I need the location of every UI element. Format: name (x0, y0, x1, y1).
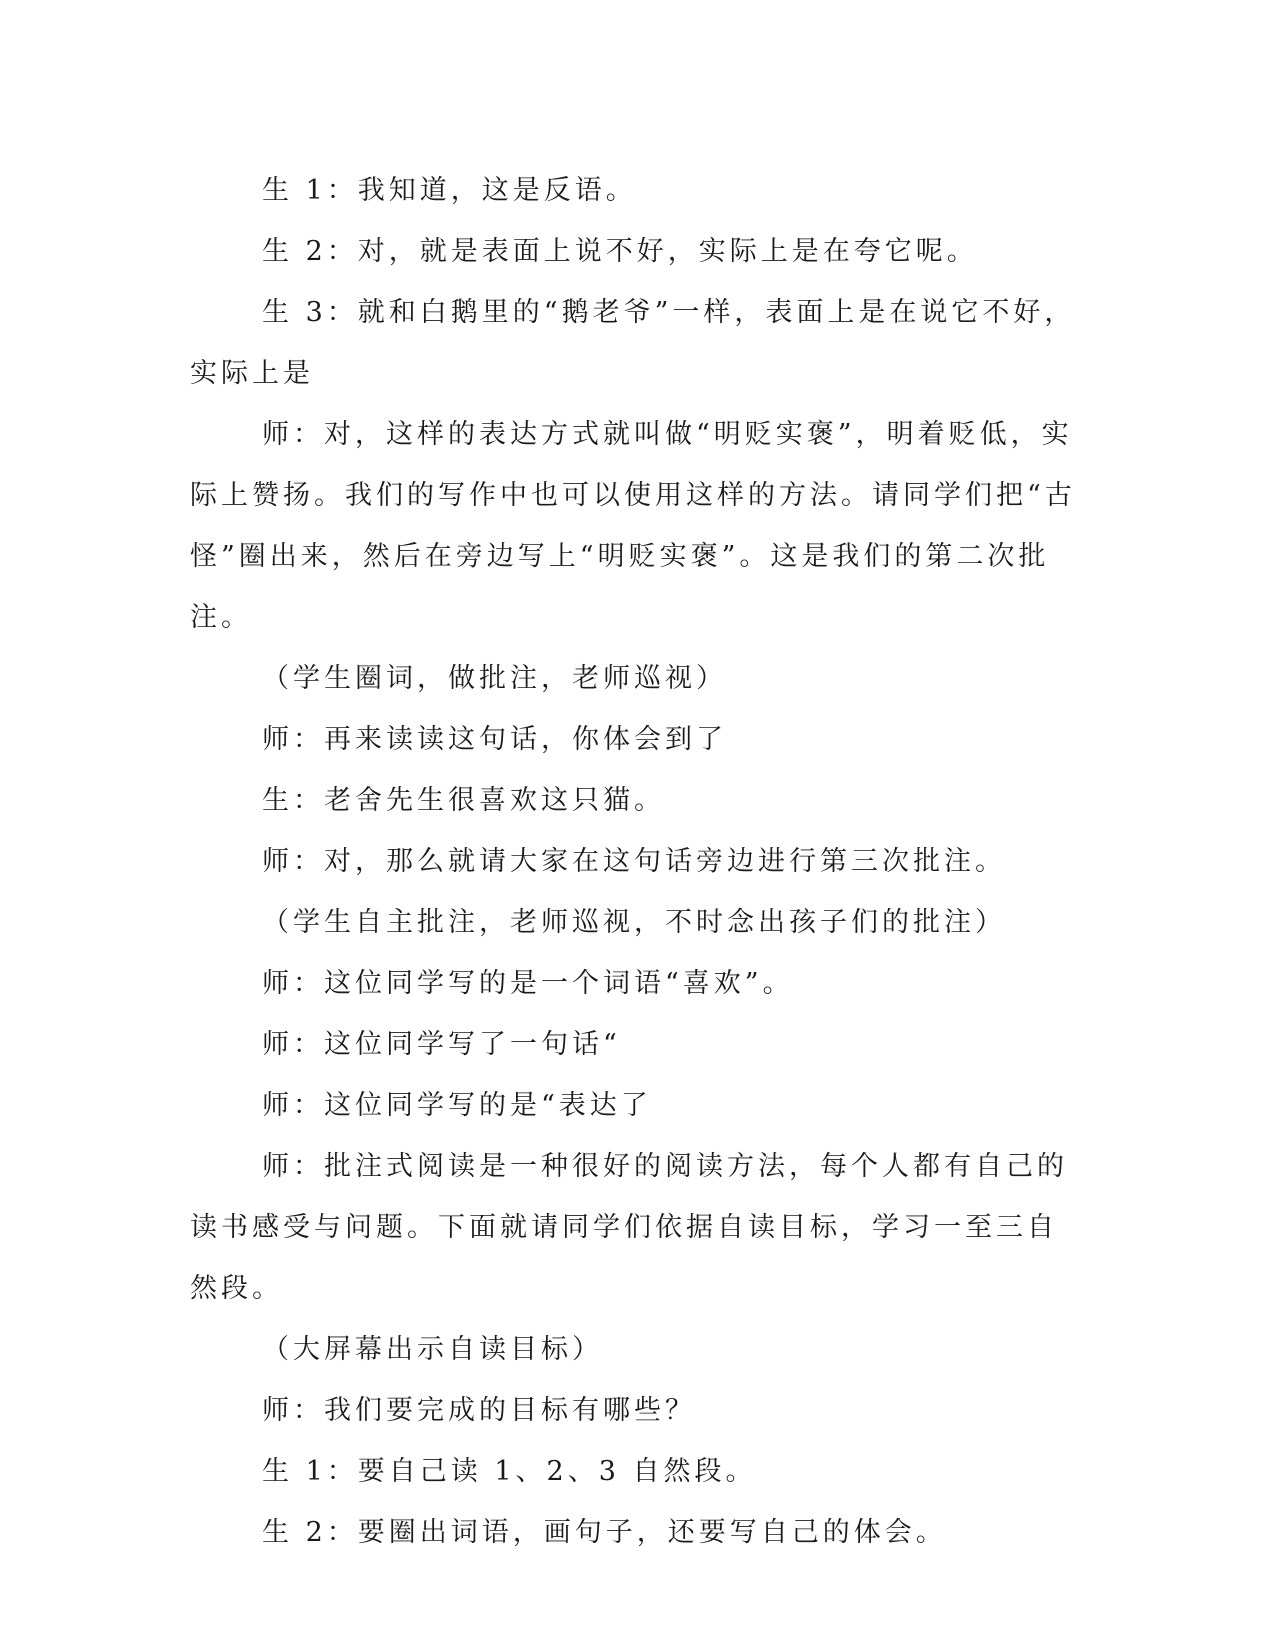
paragraph: 师：对，这样的表达方式就叫做“明贬实褒”，明着贬低，实际上赞扬。我们的写作中也可以使用这样的方法。请同学们把“古怪”圈出来，然后在旁边写上“明贬实褒”。这是我们的第二次批注。 (190, 419, 1076, 633)
paragraph: 师：这位同学写了一句话“ (262, 1029, 621, 1060)
paragraph: （学生自主批注，老师巡视，不时念出孩子们的批注） (262, 907, 1006, 938)
paragraph: （大屏幕出示自读目标） (262, 1334, 603, 1365)
paragraph: 师：批注式阅读是一种很好的阅读方法，每个人都有自己的读书感受与问题。下面就请同学们依据自读目标，学习一至三自然段。 (190, 1151, 1068, 1304)
paragraph: 生 1：我知道，这是反语。 (262, 175, 637, 206)
paragraph: 师：我们要完成的目标有哪些？ (262, 1395, 696, 1426)
paragraph: 师：这位同学写的是一个词语“喜欢”。 (262, 968, 794, 999)
paragraph: 生 2：对，就是表面上说不好，实际上是在夸它呢。 (262, 236, 978, 267)
paragraph: 师：这位同学写的是“表达了 (262, 1090, 652, 1121)
paragraph: （学生圈词，做批注，老师巡视） (262, 663, 727, 694)
paragraph: 生：老舍先生很喜欢这只猫。 (262, 785, 665, 816)
paragraph: 师：对，那么就请大家在这句话旁边进行第三次批注。 (262, 846, 1006, 877)
paragraph: 生 2：要圈出词语，画句子，还要写自己的体会。 (262, 1517, 947, 1548)
document-body (190, 160, 1080, 1563)
paragraph: 生 3：就和白鹅里的“鹅老爷”一样，表面上是在说它不好，实际上是 (190, 297, 1076, 389)
paragraph: 生 1：要自己读 1、2、3 自然段。 (262, 1456, 757, 1487)
paragraph: 师：再来读读这句话，你体会到了 (262, 724, 727, 755)
